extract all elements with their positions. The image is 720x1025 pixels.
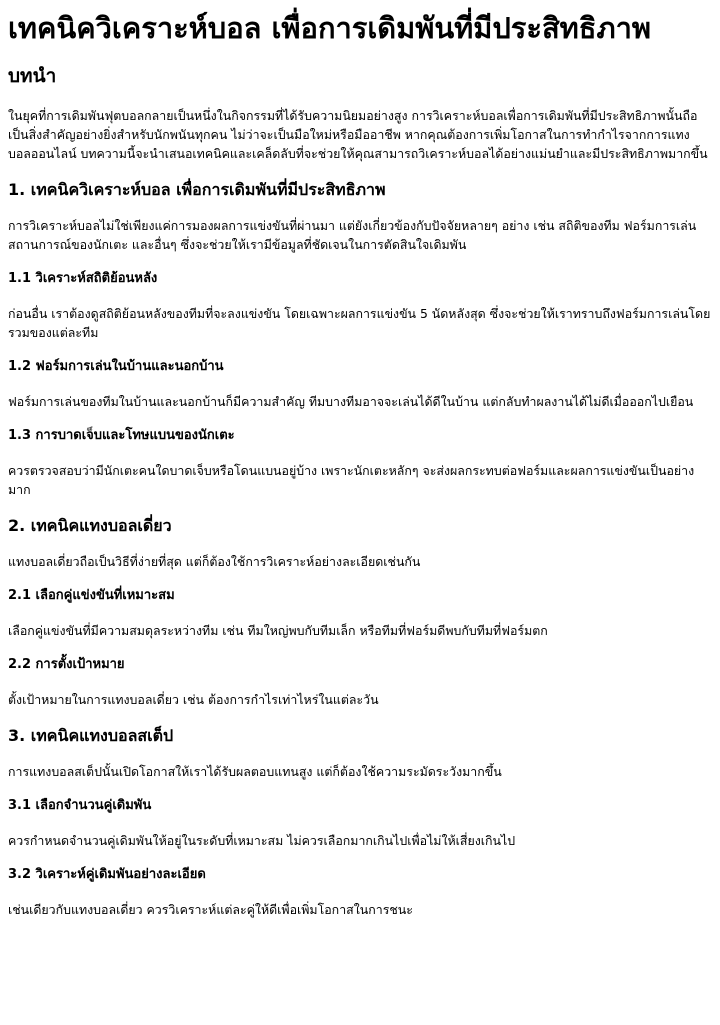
section-paragraph: การวิเคราะห์บอลไม่ใช่เพียงแค่การมองผลการแข่งขันที่ผ่านมา แต่ยังเกี่ยวข้องกับปัจจัยหลายๆ อย่าง เช่น สถิติของทีม ฟอร์มการเล่น สถานการณ์ของนักเตะ และอื่นๆ ซึ่งจะช่วยให้เรามีข้อมูลที่ชัดเจนในการตัดสินใจเดิมพัน [8,218,697,252]
section-paragraph: การแทงบอลสเต็ปนั้นเปิดโอกาสให้เราได้รับผลตอบแทนสูง แต่ก็ต้องใช้ความระมัดระวังมากขึ้น [8,764,502,779]
subsection-heading: 1.1 วิเคราะห์สถิติย้อนหลัง [8,271,158,286]
subsection-paragraph: ควรกำหนดจำนวนคู่เดิมพันให้อยู่ในระดับที่เหมาะสม ไม่ควรเลือกมากเกินไปเพื่อไม่ให้เสี่ยงเกินไป [8,833,516,848]
subsection-heading: 2.2 การตั้งเป้าหมาย [8,657,125,672]
section-paragraph: แทงบอลเดี่ยวถือเป็นวิธีที่ง่ายที่สุด แต่ก็ต้องใช้การวิเคราะห์อย่างละเอียดเช่นกัน [8,554,421,569]
subsection-heading: 2.1 เลือกคู่แข่งขันที่เหมาะสม [8,588,175,603]
subsection-paragraph: เช่นเดียวกับแทงบอลเดี่ยว ควรวิเคราะห์แต่ละคู่ให้ดีเพื่อเพิ่มโอกาสในการชนะ [8,902,413,917]
section-heading: 3. เทคนิคแทงบอลสเต็ป [8,726,174,745]
subsection-paragraph: เลือกคู่แข่งขันที่มีความสมดุลระหว่างทีม เช่น ทีมใหญ่พบกับทีมเล็ก หรือทีมที่ฟอร์มดีพบกับทีมที่ฟอร์มตก [8,623,548,638]
section-1 [8,178,712,499]
subsection-paragraph: ควรตรวจสอบว่ามีนักเตะคนใดบาดเจ็บหรือโดนแบนอยู่บ้าง เพราะนักเตะหลักๆ จะส่งผลกระทบต่อฟอร์มและผลการแข่งขันเป็นอย่างมาก [8,463,695,497]
subsection-heading: 3.1 เลือกจำนวนคู่เดิมพัน [8,798,152,813]
subsection-heading: 1.2 ฟอร์มการเล่นในบ้านและนอกบ้าน [8,359,224,374]
subsection-paragraph: ฟอร์มการเล่นของทีมในบ้านและนอกบ้านก็มีความสำคัญ ทีมบางทีมอาจจะเล่นได้ดีในบ้าน แต่กลับทำผลงานได้ไม่ดีเมื่อออกไปเยือน [8,394,694,409]
section-2 [8,514,712,709]
intro-heading: บทนำ [8,65,57,87]
section-heading: 2. เทคนิคแทงบอลเดี่ยว [8,516,172,535]
subsection-heading: 1.3 การบาดเจ็บและโทษแบนของนักเตะ [8,428,235,443]
page-title: เทคนิควิเคราะห์บอล เพื่อการเดิมพันที่มีประสิทธิภาพ [8,11,651,45]
subsection-paragraph: ตั้งเป้าหมายในการแทงบอลเดี่ยว เช่น ต้องการกำไรเท่าไหร่ในแต่ละวัน [8,692,379,707]
subsection-paragraph: ก่อนอื่น เราต้องดูสถิติย้อนหลังของทีมที่จะลงแข่งขัน โดยเฉพาะผลการแข่งขัน 5 นัดหลังสุด ซึ่งจะช่วยให้เราทราบถึงฟอร์มการเล่นโดยรวมของแต่ละทีม [8,306,711,340]
intro-paragraph: ในยุคที่การเดิมพันฟุตบอลกลายเป็นหนึ่งในกิจกรรมที่ได้รับความนิยมอย่างสูง การวิเคราะห์บอลเพื่อการเดิมพันที่มีประสิทธิภาพนั้นถือเป็นสิ่งสำคัญอย่างยิ่งสำหรับนักพนันทุกคน ไม่ว่าจะเป็นมือใหม่หรือมืออาชีพ หากคุณต้องการเพิ่มโอกาสในการทำกำไรจากการแทงบอลออนไลน์ บทความนี้จะนำเสนอเทคนิคและเคล็ดลับที่จะช่วยให้คุณสามารถวิเคราะห์บอลได้อย่างแม่นยำและมีประสิทธิภาพมากขึ้น [8,108,708,161]
subsection-heading: 3.2 วิเคราะห์คู่เดิมพันอย่างละเอียด [8,867,206,882]
section-heading: 1. เทคนิควิเคราะห์บอล เพื่อการเดิมพันที่มีประสิทธิภาพ [8,180,386,199]
article [0,8,720,919]
section-3 [8,724,712,919]
